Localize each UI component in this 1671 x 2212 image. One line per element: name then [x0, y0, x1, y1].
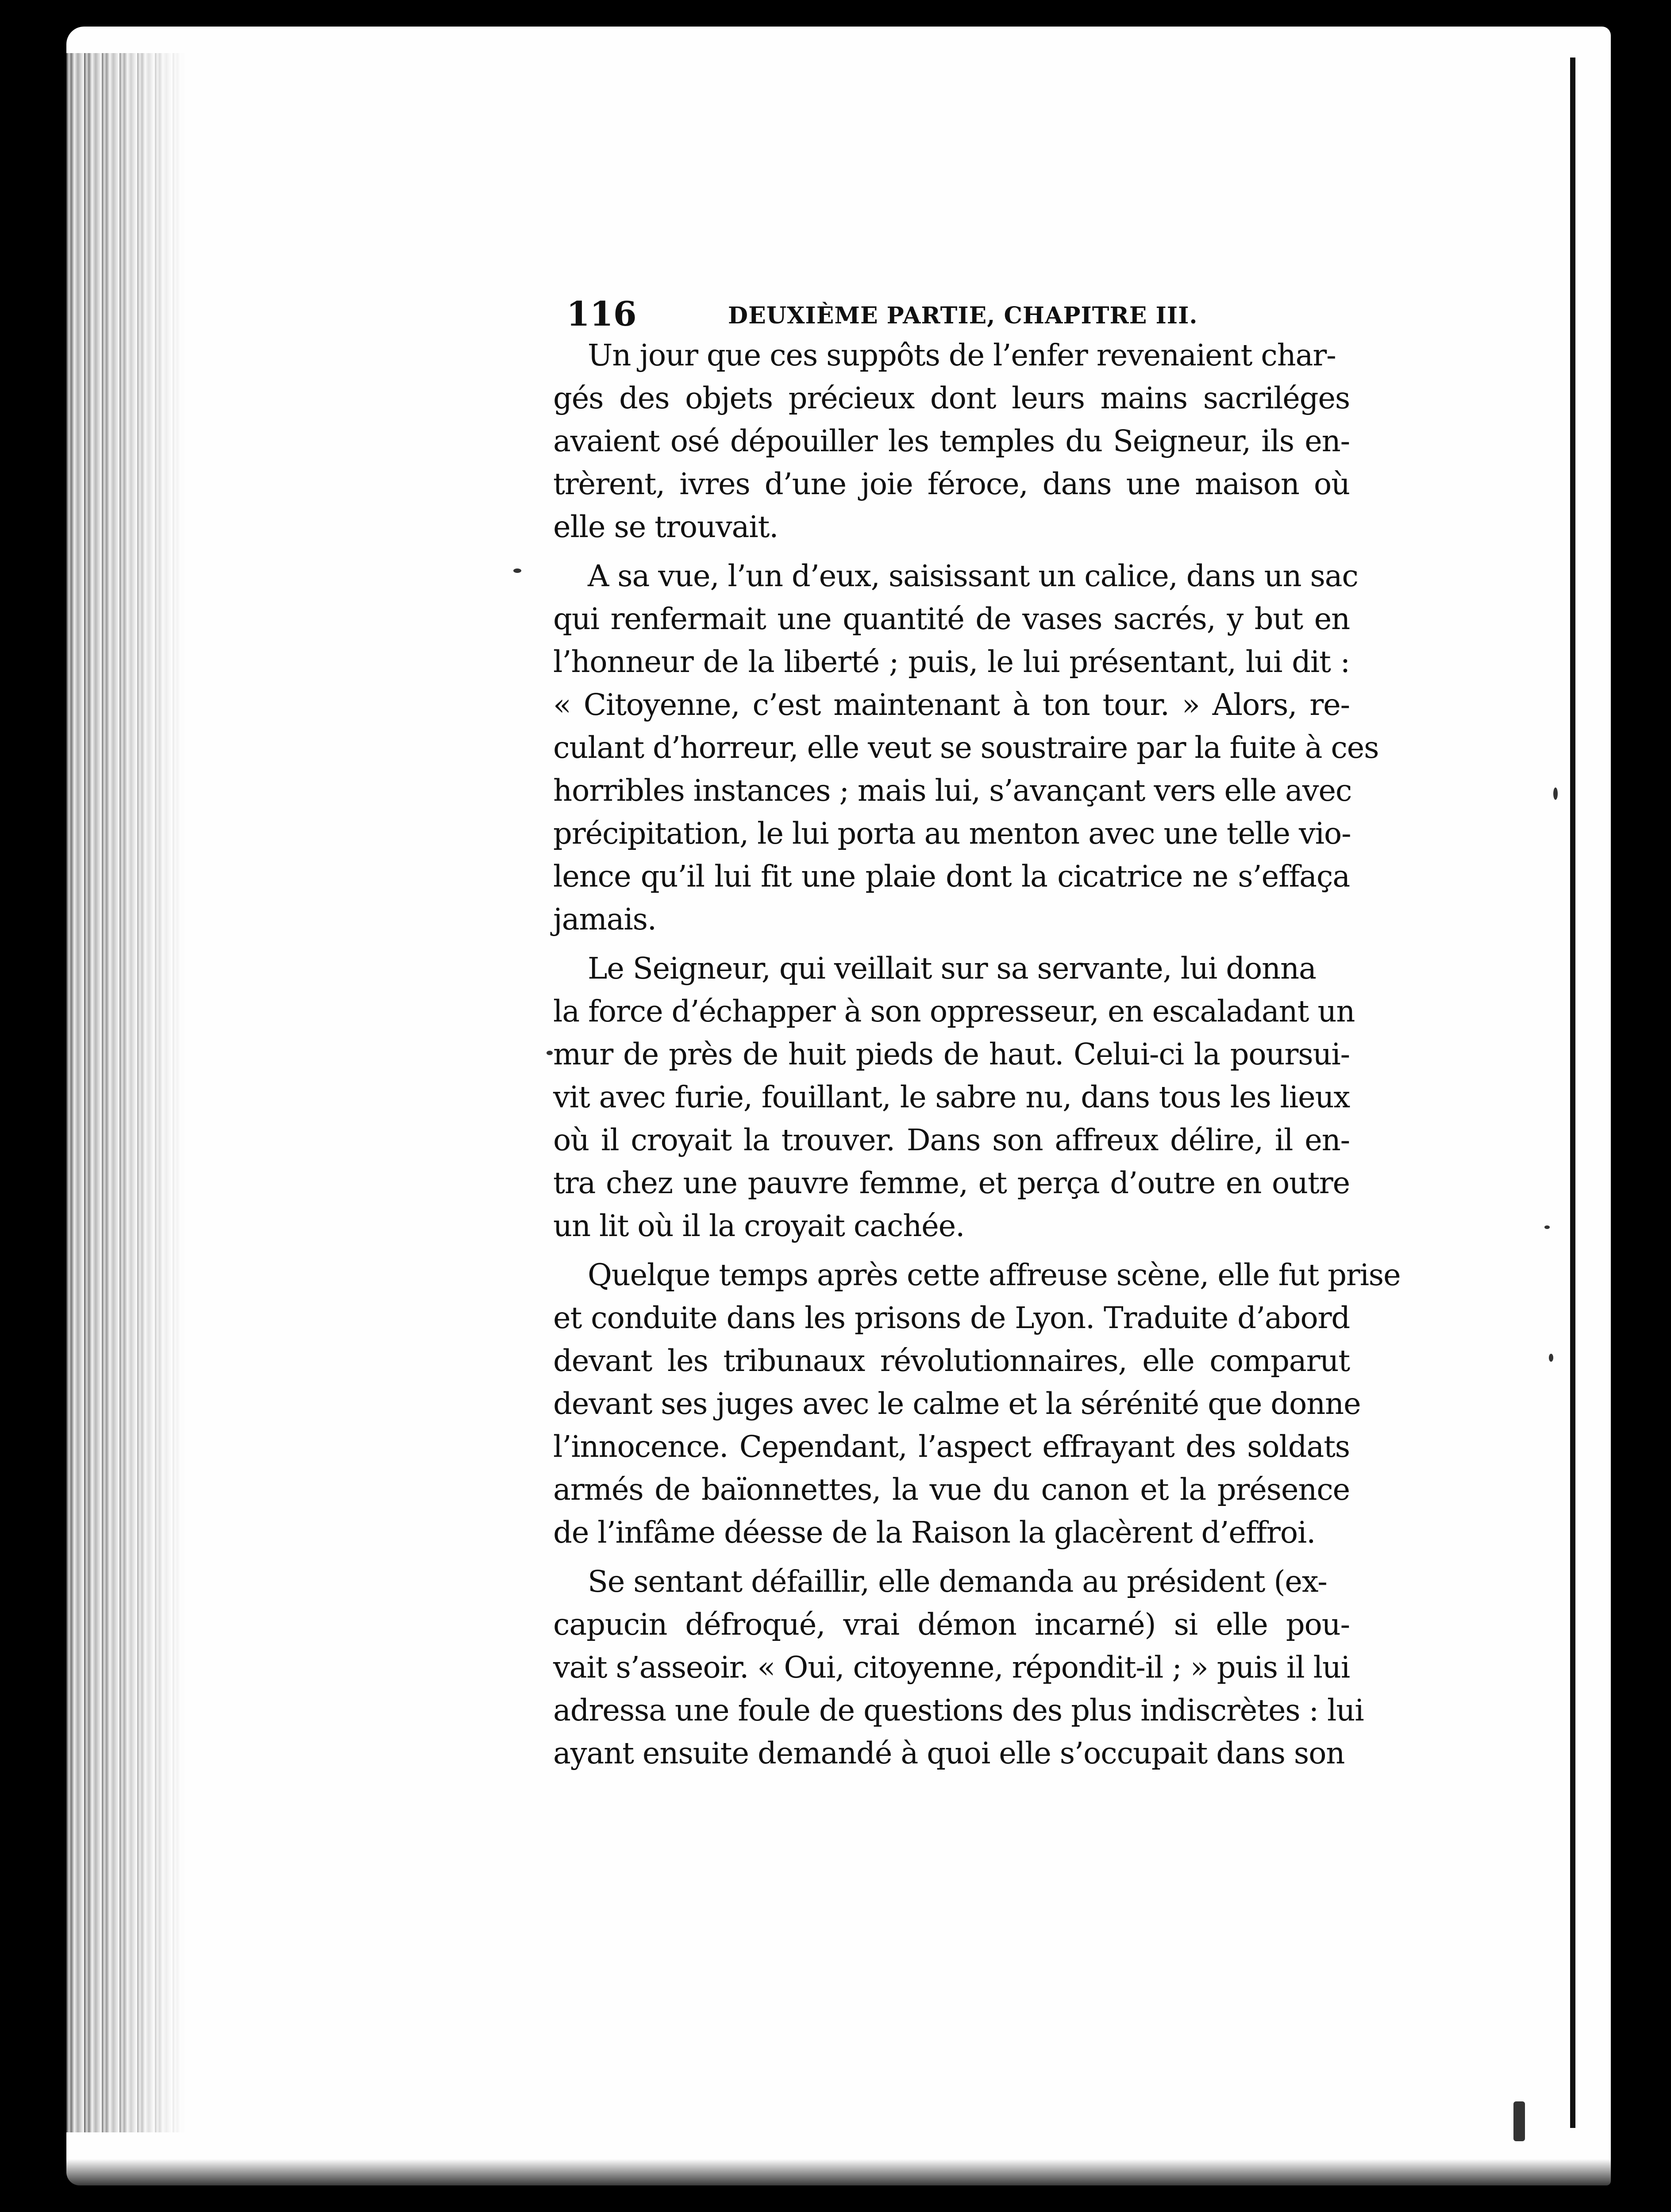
- page-bottom-shadow: [66, 2159, 1611, 2190]
- text-line: qui renfermait une quantité de vases sacrés, y but en: [553, 602, 1350, 636]
- scan-speck: [513, 568, 521, 573]
- text-line: Quelque temps après cette affreuse scène, elle fut prise: [588, 1258, 1401, 1292]
- paragraph-gap: [553, 1554, 1350, 1560]
- page-text: [553, 294, 1401, 1775]
- paragraph: [553, 1560, 1364, 1775]
- paragraph-gap: [553, 1248, 1350, 1254]
- paragraph: [553, 947, 1355, 1248]
- text-line: jamais.: [553, 902, 656, 937]
- page-edge-line: [1570, 58, 1575, 2128]
- paragraph-gap: [553, 549, 1350, 555]
- scan-speck: [1553, 787, 1558, 800]
- scan-speck: [1544, 1225, 1550, 1229]
- text-line: ayant ensuite demandé à quoi elle s’occupait dans son: [553, 1736, 1345, 1770]
- text-line: de l’infâme déesse de la Raison la glacèrent d’effroi.: [553, 1515, 1316, 1550]
- running-head: [553, 294, 1350, 334]
- paragraph: [553, 334, 1350, 549]
- scan-speck: [1549, 1354, 1553, 1362]
- scan-speck: [547, 1051, 553, 1055]
- text-line: vit avec furie, fouillant, le sabre nu, dans tous les lieux: [553, 1080, 1350, 1114]
- text-line: l’innocence. Cependant, l’aspect effrayant des soldats: [553, 1429, 1350, 1464]
- text-line: trèrent, ivres d’une joie féroce, dans une maison où: [553, 467, 1350, 501]
- text-line: mur de près de huit pieds de haut. Celui-ci la poursui-: [553, 1037, 1350, 1071]
- page-number: 116: [566, 294, 637, 334]
- chapter-heading: DEUXIÈME PARTIE, CHAPITRE III.: [728, 302, 1198, 329]
- text-line: un lit où il la croyait cachée.: [553, 1209, 965, 1243]
- text-line: précipitation, le lui porta au menton avec une telle vio-: [553, 816, 1351, 851]
- text-line: tra chez une pauvre femme, et perça d’outre en outre: [553, 1166, 1350, 1200]
- scan-speck: [1513, 2101, 1525, 2141]
- text-line: culant d’horreur, elle veut se soustraire par la fuite à ces: [553, 730, 1379, 765]
- paragraph: [553, 555, 1379, 941]
- text-line: l’honneur de la liberté ; puis, le lui présentant, lui dit :: [553, 645, 1350, 679]
- text-line: et conduite dans les prisons de Lyon. Traduite d’abord: [553, 1301, 1350, 1335]
- text-line: où il croyait la trouver. Dans son affreux délire, il en-: [553, 1123, 1350, 1157]
- text-line: Un jour que ces suppôts de l’enfer revenaient char-: [588, 338, 1336, 373]
- text-line: lence qu’il lui fit une plaie dont la cicatrice ne s’effaça: [553, 859, 1350, 894]
- text-line: vait s’asseoir. « Oui, citoyenne, répondit-il ; » puis il lui: [553, 1650, 1350, 1685]
- text-line: Se sentant défaillir, elle demanda au président (ex-: [588, 1564, 1327, 1599]
- text-line: horribles instances ; mais lui, s’avançant vers elle avec: [553, 773, 1352, 808]
- text-line: elle se trouvait.: [553, 510, 778, 544]
- text-line: capucin défroqué, vrai démon incarné) si elle pou-: [553, 1607, 1350, 1642]
- text-line: armés de baïonnettes, la vue du canon et la présence: [553, 1472, 1350, 1507]
- text-line: adressa une foule de questions des plus indiscrètes : lui: [553, 1693, 1364, 1728]
- text-line: A sa vue, l’un d’eux, saisissant un calice, dans un sac: [588, 559, 1358, 593]
- paragraph-gap: [553, 941, 1350, 947]
- text-line: Le Seigneur, qui veillait sur sa servante, lui donna: [588, 951, 1316, 986]
- binding-gutter-shadow: [66, 53, 186, 2132]
- text-line: devant ses juges avec le calme et la sérénité que donne: [553, 1386, 1361, 1421]
- text-line: la force d’échapper à son oppresseur, en escaladant un: [553, 994, 1355, 1029]
- paragraph: [553, 1254, 1401, 1554]
- body-text: [553, 334, 1401, 1775]
- text-line: « Citoyenne, c’est maintenant à ton tour. » Alors, re-: [553, 687, 1350, 722]
- text-line: avaient osé dépouiller les temples du Seigneur, ils en-: [553, 424, 1350, 458]
- text-line: gés des objets précieux dont leurs mains sacriléges: [553, 381, 1350, 415]
- text-line: devant les tribunaux révolutionnaires, elle comparut: [553, 1344, 1350, 1378]
